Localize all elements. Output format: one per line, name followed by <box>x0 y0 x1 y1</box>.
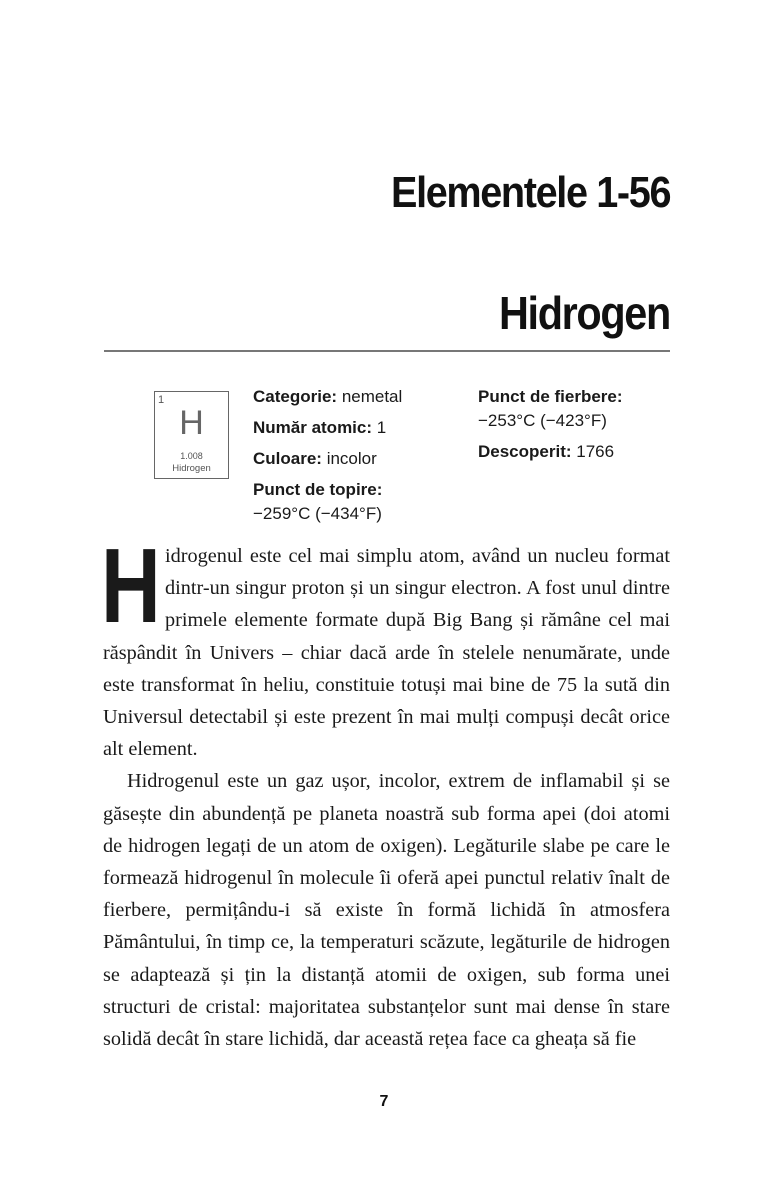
page-number: 7 <box>379 1093 389 1110</box>
fact-label: Punct de fierbere: <box>478 387 623 406</box>
title-divider <box>104 350 670 352</box>
fact-label: Număr atomic: <box>253 418 373 437</box>
fact-color <box>253 447 453 471</box>
paragraph-1-text: idrogenul este cel mai simplu atom, având un nucleu format dintr-un singur proton și un singur electron. A fost unul dintre primele elemente formate după Big Bang și rămâne cel mai răspândit în Univers – chiar dacă arde în stelele nenumărate, unde este transformat în heliu, constituie totuși mai bine de 75 la sută din Universul detectabil și este prezent în mai mulți compuși decât orice alt element. <box>103 545 670 761</box>
fact-melting-point <box>253 478 453 526</box>
fact-value: nemetal <box>341 387 403 406</box>
element-title: Hidrogen <box>499 287 670 339</box>
fact-value: −259°C (−434°F) <box>253 504 382 523</box>
paragraph-2: Hidrogenul este un gaz ușor, incolor, extrem de inflamabil și se găsește din abundență pe planeta noastră sub forma apei (doi atomi de hidrogen legați de un atom de oxigen). Legăturile slabe pe care le formează hidrogenul în molecule îi oferă apei punctul relativ înalt de fierbere, permițându-i să existe în formă lichidă în atmosfera Pământului, în timp ce, la temperaturi scăzute, legăturile de hidrogen se adaptează și țin la distanță atomii de oxigen, sub forma unei structuri de cristal: majoritatea substanțelor sunt mai dense în stare solidă decât în stare lichidă, dar această rețea face ca gheața să fie <box>103 770 670 1051</box>
fact-label: Culoare: <box>253 449 322 468</box>
tile-symbol: H <box>179 404 204 442</box>
tile-mass: 1.008 <box>180 451 203 461</box>
fact-label: Descoperit: <box>478 442 572 461</box>
body-text <box>101 527 670 1055</box>
fact-discovered <box>478 440 678 464</box>
element-tile <box>154 391 229 479</box>
fact-value: 1766 <box>576 442 615 461</box>
facts-left <box>253 385 453 533</box>
fact-value: −253°C (−423°F) <box>478 411 607 430</box>
fact-label: Punct de topire: <box>253 480 383 499</box>
fact-value: 1 <box>376 418 387 437</box>
facts-right <box>478 385 678 471</box>
tile-name: Hidrogen <box>172 463 211 474</box>
tile-atomic-number: 1 <box>158 394 165 406</box>
chapter-title: Elementele 1-56 <box>390 168 670 217</box>
paragraph-1 <box>101 527 670 765</box>
fact-label: Categorie: <box>253 387 338 406</box>
drop-cap: H <box>101 527 161 645</box>
fact-category <box>253 385 453 409</box>
fact-atomic-number <box>253 416 453 440</box>
fact-value: incolor <box>326 449 377 468</box>
fact-boiling-point <box>478 385 678 433</box>
